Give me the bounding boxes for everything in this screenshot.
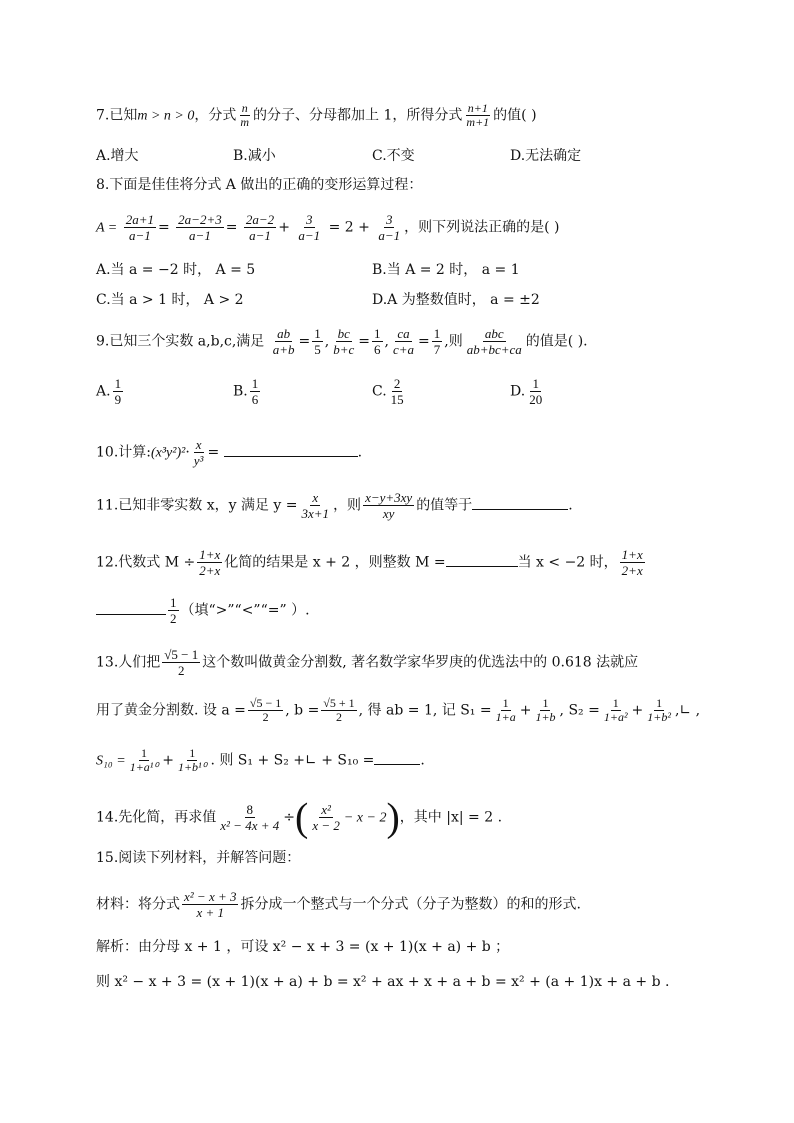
question-9: 9.已知三个实数 a,b,c,满足 $\frac{ab}{a+b}$ = $\frac{1}{5}$ , $\frac{bc}{b+c}$ = $\frac{1}{6}$ , $\frac{ca}{c+a}$ = $\frac{1}{7}$ ,则 $\frac{\text{abc}}{ab+bc+ca}$ 的值是( ). <box>96 326 588 357</box>
q15-fraction: $\frac{\text{x² − x + 3}}{x + 1}$ <box>184 889 237 920</box>
q14-fraction-2: $\frac{\text{x²}}{x - 2}$ <box>312 802 340 833</box>
question-13: 13.人们把 $\frac{√5 - 1}{2}$ 这个数叫做黄金分割数, 著名数学家华罗庚的优选法中的 0.618 法就应 <box>96 647 639 678</box>
q9-fraction-3: $\frac{ca}{c+a}$ <box>392 326 415 357</box>
q11-fraction-1: $\frac{x}{3x+1}$ <box>301 490 330 521</box>
question-14: 14.先化简，再求值 $\frac{8}{\text{x² − 4x + 4}}$ ÷( $\frac{\text{x²}}{x - 2}$ − x − 2)，其中 |x| = 2 . <box>96 794 503 840</box>
q9-option-b: B. $\frac{1}{6}$ <box>233 376 259 407</box>
q11-fraction-2: $\frac{x-y+3xy}{xy}$ <box>365 490 413 521</box>
q7-stem-d: 的值( ) <box>493 107 537 124</box>
q12-fraction-1: $\frac{1+x}{2+x}$ <box>199 547 221 578</box>
q13-answer-blank[interactable] <box>374 764 420 765</box>
q8-option-b: B.当 A = 2 时， a = 1 <box>372 262 520 278</box>
q9-fraction-1: $\frac{ab}{a+b}$ <box>272 326 295 357</box>
q7-fraction-2: $\frac{n+1}{m+1}$ <box>466 101 490 129</box>
question-11: 11.已知非零实数 x，y 满足 y = $\frac{x}{3x+1}$ ，则 $\frac{x-y+3xy}{xy}$ 的值等于 . <box>96 490 573 521</box>
question-10: 10.计算:(x³y²)²· $\frac{x}{\text{y³}}$ = . <box>96 437 363 468</box>
q8-fraction-5: $\frac{3}{a-1}$ <box>378 212 401 243</box>
q7-option-d: D.无法确定 <box>510 148 582 164</box>
q7-stem: 7.已知 <box>96 107 138 124</box>
q8-fraction-1: $\frac{2a+1}{a-1}$ <box>125 212 154 243</box>
q9-fraction-2: $\frac{bc}{b+c}$ <box>333 326 355 357</box>
q7-stem-b: ，分式 <box>194 107 237 124</box>
q11-answer-blank[interactable] <box>472 509 568 510</box>
q8-tail: ，则下列说法正确的是( ) <box>404 219 560 236</box>
q8-option-a: A.当 a = −2 时， A = 5 <box>96 262 256 278</box>
q9-value-1: $\frac{1}{5}$ <box>314 326 321 357</box>
q15-analysis: 解析：由分母 x + 1 ，可设 x² − x + 3 = (x + 1)(x + a) + b ； <box>96 939 510 955</box>
q8-option-c: C.当 a > 1 时， A > 2 <box>96 292 244 308</box>
q9-option-a: A. $\frac{1}{9}$ <box>96 376 122 407</box>
q7-fraction-1: $\frac{n}{m}$ <box>240 101 250 129</box>
q10-answer-blank[interactable] <box>224 456 358 457</box>
q9-value-2: $\frac{1}{6}$ <box>374 326 381 357</box>
q9-value-3: $\frac{1}{7}$ <box>433 326 441 357</box>
q8-stem: 8.下面是佳佳将分式 A 做出的正确的变形运算过程： <box>96 177 423 193</box>
q7-option-b: B.减小 <box>233 148 276 164</box>
q10-fraction: $\frac{x}{\text{y³}}$ <box>193 437 204 468</box>
q8-equation: A = $\frac{2a+1}{a-1}$ = $\frac{2a-2+3}{a-1}$ = $\frac{2a-2}{a-1}$ + $\frac{3}{a-1}$ = 2 + $\frac{3}{a-1}$ ，则下列说法正确的是( ) <box>96 212 560 243</box>
q8-fraction-3: $\frac{2a-2}{a-1}$ <box>245 212 275 243</box>
q9-option-d: D. $\frac{1}{20}$ <box>510 376 543 407</box>
question-13-line-2: 用了黄金分割数. 设 a = $\frac{√5 - 1}{2}$ , b = $\frac{√5 + 1}{2}$ , 得 ab = 1, 记 S₁ = $\frac{1}{1+a}$ + $\frac{1}{1+b}$ , S₂ = $\frac{1}{\text{1+a²}}$ + $\frac{1}{\text{1+b²}}$ ,∟ , <box>96 696 701 724</box>
q12-answer-blank-2[interactable] <box>96 614 166 615</box>
q9-fraction-4: $\frac{\text{abc}}{ab+bc+ca}$ <box>466 326 522 357</box>
question-7 <box>96 102 537 129</box>
q8-option-d: D.A 为整数值时， a = ±2 <box>372 292 540 308</box>
q10-expression: (x³y²)² <box>150 445 186 461</box>
question-12-line-2: $\frac{1}{2}$ （填“>”“<”“=” ）. <box>96 595 310 626</box>
q8-fraction-4: $\frac{3}{a-1}$ <box>298 212 321 243</box>
q13-b-value: $\frac{√5 + 1}{2}$ <box>323 696 355 724</box>
q15-stem: 15.阅读下列材料，并解答问题： <box>96 850 301 866</box>
question-12: 12.代数式 M ÷ $\frac{1+x}{2+x}$ 化简的结果是 x + 2 ，则整数 M = 当 x < −2 时， $\frac{1+x}{2+x}$ <box>96 547 643 578</box>
q7-stem-c: 的分子、分母都加上 1，所得分式 <box>253 107 463 124</box>
q14-fraction-1: $\frac{8}{\text{x² − 4x + 4}}$ <box>220 802 280 833</box>
q12-fraction-2: $\frac{1+x}{2+x}$ <box>621 547 643 578</box>
q9-option-c: C. $\frac{2}{15}$ <box>372 376 404 407</box>
q7-option-c: C.不变 <box>372 148 415 164</box>
q7-option-a: A.增大 <box>96 148 139 164</box>
q13-golden-ratio: $\frac{√5 - 1}{2}$ <box>164 647 199 678</box>
q12-answer-blank-1[interactable] <box>446 566 518 567</box>
q12-fraction-3: $\frac{1}{2}$ <box>170 595 177 626</box>
q8-fraction-2: $\frac{2a-2+3}{a-1}$ <box>178 212 222 243</box>
q15-then: 则 x² − x + 3 = (x + 1)(x + a) + b = x² + ax + x + a + b = x² + (a + 1)x + a + b . <box>96 974 670 990</box>
q7-condition: m > n > 0 <box>137 108 195 124</box>
q13-a-value: $\frac{√5 - 1}{2}$ <box>249 696 282 724</box>
question-13-line-3: S₁₀ = $\frac{1}{\text{1+a¹⁰}}$ + $\frac{1}{\text{1+b¹⁰}}$ . 则 S₁ + S₂ +∟ + S₁₀ = . <box>96 746 425 774</box>
q15-material: 材料：将分式 $\frac{\text{x² − x + 3}}{x + 1}$ 拆分成一个整式与一个分式（分子为整数）的和的形式. <box>96 889 581 920</box>
